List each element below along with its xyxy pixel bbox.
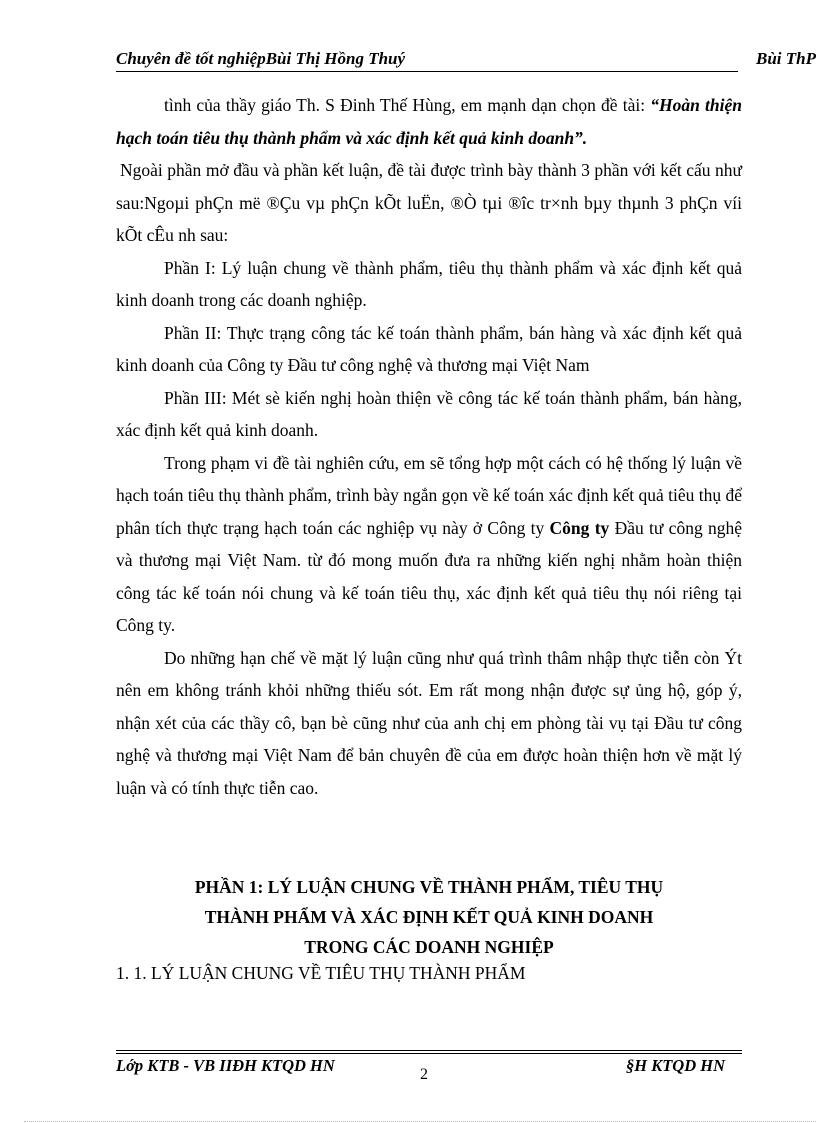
paragraph-topic xyxy=(116,89,742,154)
heading-line-1: PHẦN 1: LÝ LUẬN CHUNG VỀ THÀNH PHẨM, TIÊU THỤ xyxy=(194,877,664,897)
heading-line-2: THÀNH PHẨM VÀ XÁC ĐỊNH KẾT QUẢ KINH DOANH xyxy=(204,907,654,927)
body-text xyxy=(116,89,742,804)
subsection-heading: 1. 1. LÝ LUẬN CHUNG VỀ TIÊU THỤ THÀNH PHẨM xyxy=(116,963,526,983)
paragraph-part-2: Phần II: Thực trạng công tác kế toán thành phẩm, bán hàng và xác định kết quả kinh doanh của Công ty Đầu tư công nghệ và thương mại Việt Nam xyxy=(116,322,742,375)
footer-rule-bottom xyxy=(116,1053,742,1054)
paragraph-part-3: Phần III: Mét sè kiến nghị hoàn thiện về công tác kế toán thành phẩm, bán hàng, xác định kết quả kinh doanh. xyxy=(116,387,742,440)
page-edge-dotted-line xyxy=(24,1121,816,1122)
paragraph-structure: Ngoài phần mở đầu và phần kết luận, đề tài được trình bày thành 3 phần với kết cấu như sau:Ngoµi phÇn më ®Çu vµ phÇn kÕt luËn, ®Ò tµi ®îc tr×nh bµy thµnh 3 phÇn víi kÕt cÊu nh sau: xyxy=(116,160,742,245)
footer-class: Lớp KTB - VB IIĐH KTQD HN xyxy=(116,1056,335,1075)
scope-text-a: Trong phạm vi đề tài nghiên cứu, em sẽ tổng hợp một cách có hệ thống lý luận về hạch toán tiêu thụ thành phẩm, trình bày ngắn gọn về kế toán xác định kết quả tiêu thụ để phân tích thực trạng hạch toán các nghiệp vụ này ở Công ty xyxy=(116,452,742,538)
scope-text-b: Đầu tư công nghệ và thương mại Việt Nam. từ đó mong muốn đưa ra những kiến nghị nhằm hoàn thiện công tác kế toán nói chung và kế toán tiêu thụ, xác định kết quả tiêu thụ nói riêng tại Công ty. xyxy=(116,517,743,635)
paragraph-limitations: Do những hạn chế về mặt lý luận cũng như quá trình thâm nhập thực tiễn còn Ýt nên em không tránh khỏi những thiếu sót. Em rất mong nhận được sự ủng hộ, góp ý, nhận xét của các thầy cô, bạn bè cũng như của anh chị em phòng tài vụ tại Đầu tư công nghệ và thương mại Việt Nam để bản chuyên đề của em được hoàn thiện hơn về mặt lý luận và có tính thực tiễn cao. xyxy=(116,647,742,798)
heading-line-3: TRONG CÁC DOANH NGHIỆP xyxy=(304,937,554,957)
page-header xyxy=(116,49,816,73)
topic-title: “Hoàn thiện hạch toán tiêu thụ thành phẩm và xác định kết quả kinh doanh”. xyxy=(116,95,742,148)
scope-company-bold: Công ty xyxy=(549,517,610,538)
paragraph-part-1: Phần I: Lý luận chung về thành phẩm, tiêu thụ thành phẩm và xác định kết quả kinh doanh trong các doanh nghiệp. xyxy=(116,257,742,310)
footer-rule-top xyxy=(116,1050,742,1051)
header-title: Chuyên đề tốt nghiệpBùi Thị Hồng Thuý xyxy=(116,49,406,68)
paragraph-scope xyxy=(116,447,742,642)
page-number: 2 xyxy=(420,1066,428,1083)
header-author-truncated: Bùi ThP xyxy=(756,49,816,68)
header-rule xyxy=(116,71,738,72)
topic-intro: tình của thầy giáo Th. S Đinh Thế Hùng, em mạnh dạn chọn đề tài: xyxy=(164,95,651,115)
section-heading xyxy=(116,872,742,962)
footer-university: §H KTQD HN xyxy=(626,1056,725,1075)
